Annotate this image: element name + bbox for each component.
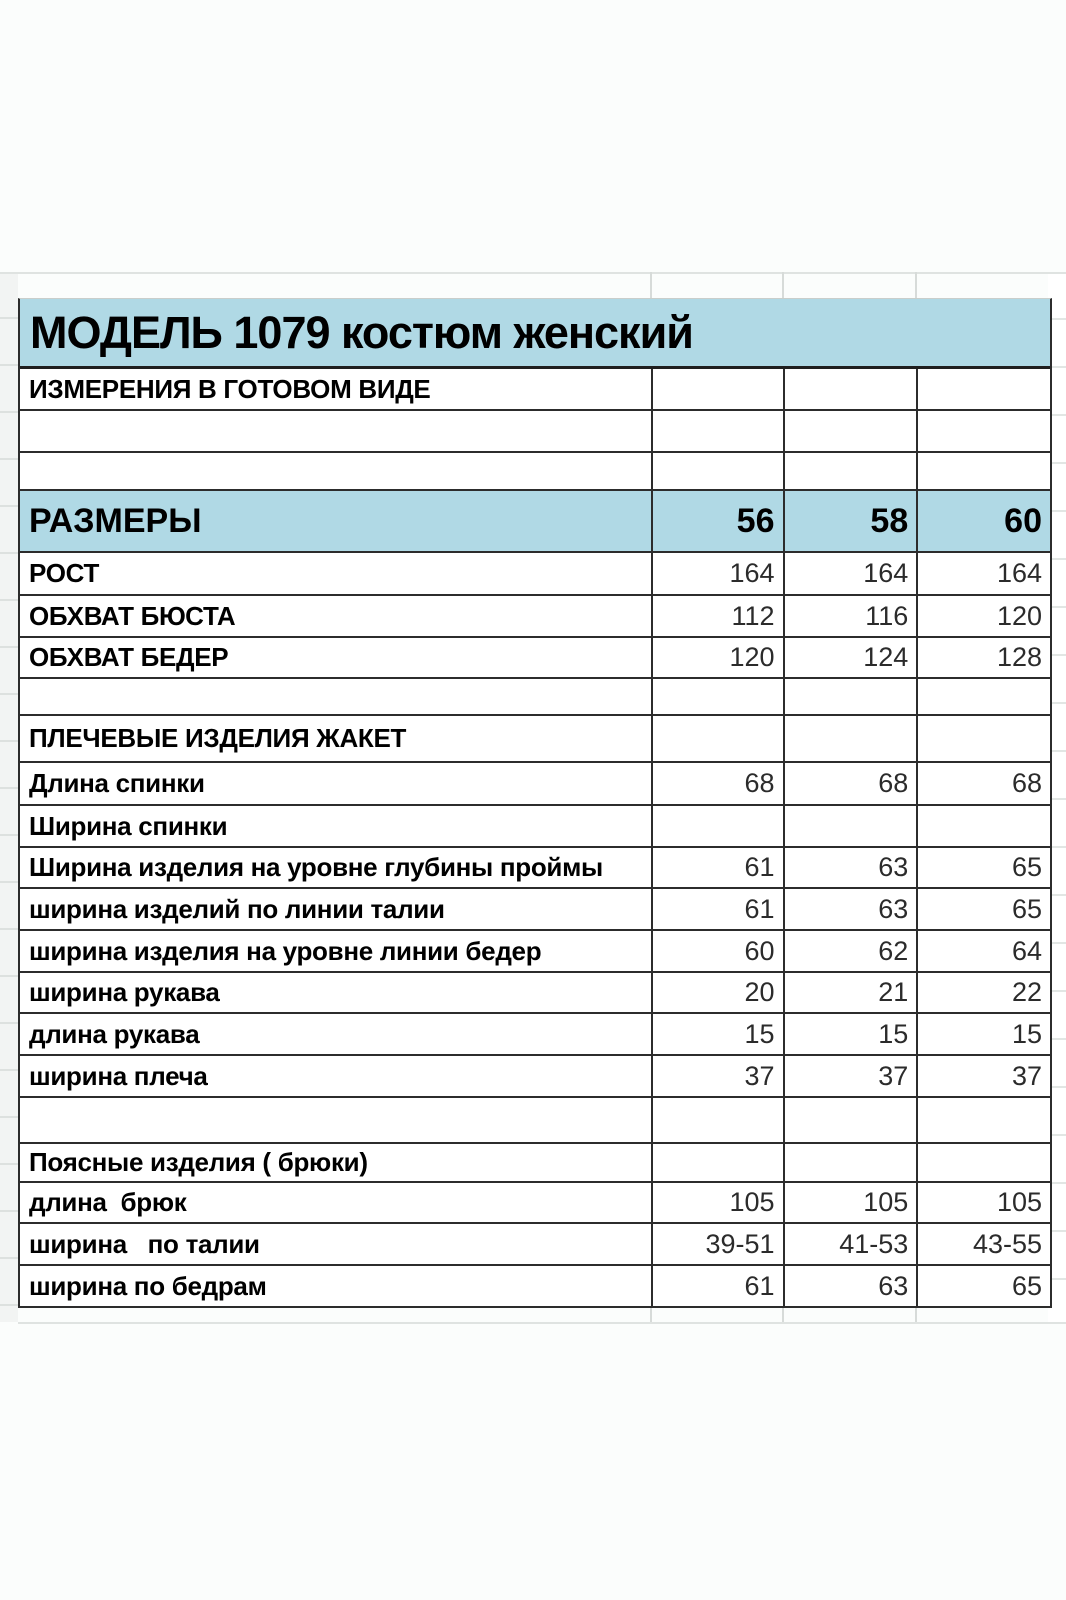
table-row bbox=[20, 889, 1050, 931]
row-value bbox=[916, 716, 1050, 761]
row-value: 65 bbox=[916, 848, 1050, 887]
row-value: 105 bbox=[651, 1183, 783, 1222]
size-table bbox=[18, 298, 1052, 1308]
sheet-gridline bbox=[782, 1307, 784, 1323]
row-value bbox=[916, 411, 1050, 451]
row-value bbox=[651, 1098, 783, 1142]
sheet-gridline bbox=[18, 1322, 1066, 1324]
row-value: 68 bbox=[651, 763, 783, 804]
row-value bbox=[916, 369, 1050, 409]
sheet-gridline bbox=[650, 272, 652, 298]
table-row bbox=[20, 848, 1050, 889]
row-value: 22 bbox=[916, 973, 1050, 1012]
row-value bbox=[916, 1144, 1050, 1181]
sheet-gridline bbox=[915, 1307, 917, 1323]
sizes-header-row bbox=[20, 491, 1050, 553]
sizes-label: РАЗМЕРЫ bbox=[29, 501, 202, 540]
row-value bbox=[916, 1098, 1050, 1142]
row-value: 43-55 bbox=[916, 1224, 1050, 1264]
row-label: ширина по бедрам bbox=[29, 1270, 267, 1301]
row-value bbox=[783, 1144, 917, 1181]
row-value bbox=[651, 716, 783, 761]
row-value bbox=[783, 679, 917, 714]
row-value: 63 bbox=[783, 848, 917, 887]
row-value: 61 bbox=[651, 1266, 783, 1306]
section-header-row bbox=[20, 1144, 1050, 1183]
size-value: 58 bbox=[783, 491, 917, 551]
row-value: 21 bbox=[783, 973, 917, 1012]
section-header-row bbox=[20, 716, 1050, 763]
row-label bbox=[20, 453, 651, 489]
row-label: ОБХВАТ БЮСТА bbox=[29, 600, 236, 631]
row-value: 15 bbox=[916, 1014, 1050, 1054]
row-label: ОБХВАТ БЕДЕР bbox=[29, 642, 229, 672]
row-value: 164 bbox=[783, 553, 917, 594]
table-row bbox=[20, 973, 1050, 1014]
row-value bbox=[651, 453, 783, 489]
row-value: 164 bbox=[916, 553, 1050, 594]
table-row bbox=[20, 931, 1050, 973]
table-row bbox=[20, 806, 1050, 848]
row-value: 41-53 bbox=[783, 1224, 917, 1264]
row-value bbox=[916, 453, 1050, 489]
row-label: РОСТ bbox=[29, 558, 100, 588]
row-value: 63 bbox=[783, 889, 917, 929]
row-value bbox=[783, 411, 917, 451]
table-row bbox=[20, 638, 1050, 679]
row-label: длина брюк bbox=[29, 1187, 187, 1217]
table-row bbox=[20, 1266, 1050, 1308]
row-value bbox=[651, 411, 783, 451]
row-value: 20 bbox=[651, 973, 783, 1012]
row-value: 15 bbox=[651, 1014, 783, 1054]
table-row bbox=[20, 369, 1050, 411]
row-label: Длина спинки bbox=[29, 768, 205, 798]
row-value: 65 bbox=[916, 1266, 1050, 1306]
table-row bbox=[20, 679, 1050, 716]
table-row bbox=[20, 553, 1050, 596]
table-row bbox=[20, 1098, 1050, 1144]
sheet-gridline bbox=[782, 272, 784, 298]
row-value: 61 bbox=[651, 889, 783, 929]
row-value bbox=[651, 679, 783, 714]
row-value: 65 bbox=[916, 889, 1050, 929]
row-value: 112 bbox=[651, 596, 783, 636]
row-label bbox=[20, 411, 651, 451]
row-label: ПЛЕЧЕВЫЕ ИЗДЕЛИЯ ЖАКЕТ bbox=[29, 723, 407, 753]
row-value: 39-51 bbox=[651, 1224, 783, 1264]
row-value bbox=[916, 806, 1050, 846]
row-label: ширина рукава bbox=[29, 977, 220, 1007]
row-value: 63 bbox=[783, 1266, 917, 1306]
table-row bbox=[20, 1056, 1050, 1098]
row-label bbox=[20, 1098, 651, 1142]
row-value: 120 bbox=[916, 596, 1050, 636]
row-value: 128 bbox=[916, 638, 1050, 677]
row-value bbox=[916, 679, 1050, 714]
row-value: 64 bbox=[916, 931, 1050, 971]
size-value: 56 bbox=[651, 491, 783, 551]
row-value: 105 bbox=[916, 1183, 1050, 1222]
row-value bbox=[783, 453, 917, 489]
table-row bbox=[20, 763, 1050, 806]
row-label: ширина изделий по линии талии bbox=[29, 893, 445, 924]
table-row bbox=[20, 1183, 1050, 1224]
sheet-grid-left-sliver bbox=[0, 272, 18, 1322]
row-value: 116 bbox=[783, 596, 917, 636]
row-value: 164 bbox=[651, 553, 783, 594]
row-label: длина рукава bbox=[29, 1018, 200, 1049]
size-value: 60 bbox=[916, 491, 1050, 551]
row-value: 37 bbox=[651, 1056, 783, 1096]
row-value bbox=[783, 1098, 917, 1142]
row-value: 62 bbox=[783, 931, 917, 971]
row-label: Ширина изделия на уровне глубины проймы bbox=[29, 852, 603, 882]
row-value: 105 bbox=[783, 1183, 917, 1222]
sheet-gridline bbox=[0, 272, 1066, 274]
row-value bbox=[651, 1144, 783, 1181]
row-label: Ширина спинки bbox=[29, 810, 228, 841]
row-value bbox=[783, 369, 917, 409]
row-value: 15 bbox=[783, 1014, 917, 1054]
table-title: МОДЕЛЬ 1079 костюм женский bbox=[20, 299, 1050, 369]
row-value: 68 bbox=[916, 763, 1050, 804]
row-value: 124 bbox=[783, 638, 917, 677]
sheet-gridline bbox=[915, 272, 917, 298]
table-row bbox=[20, 596, 1050, 638]
row-value: 37 bbox=[783, 1056, 917, 1096]
row-value: 61 bbox=[651, 848, 783, 887]
row-label: ширина изделия на уровне линии бедер bbox=[29, 935, 542, 966]
row-label: ширина по талии bbox=[29, 1228, 260, 1259]
row-value: 60 bbox=[651, 931, 783, 971]
row-value bbox=[783, 716, 917, 761]
sheet-gridline bbox=[650, 1307, 652, 1323]
row-label: ИЗМЕРЕНИЯ В ГОТОВОМ ВИДЕ bbox=[29, 373, 431, 404]
row-label: ширина плеча bbox=[29, 1060, 208, 1091]
row-label bbox=[20, 679, 651, 714]
table-row bbox=[20, 411, 1050, 453]
row-value bbox=[651, 806, 783, 846]
row-value bbox=[783, 806, 917, 846]
row-label: Поясные изделия ( брюки) bbox=[29, 1147, 368, 1177]
row-value: 68 bbox=[783, 763, 917, 804]
row-value: 37 bbox=[916, 1056, 1050, 1096]
row-value bbox=[651, 369, 783, 409]
table-row bbox=[20, 1014, 1050, 1056]
table-row bbox=[20, 453, 1050, 491]
row-value: 120 bbox=[651, 638, 783, 677]
table-row bbox=[20, 1224, 1050, 1266]
